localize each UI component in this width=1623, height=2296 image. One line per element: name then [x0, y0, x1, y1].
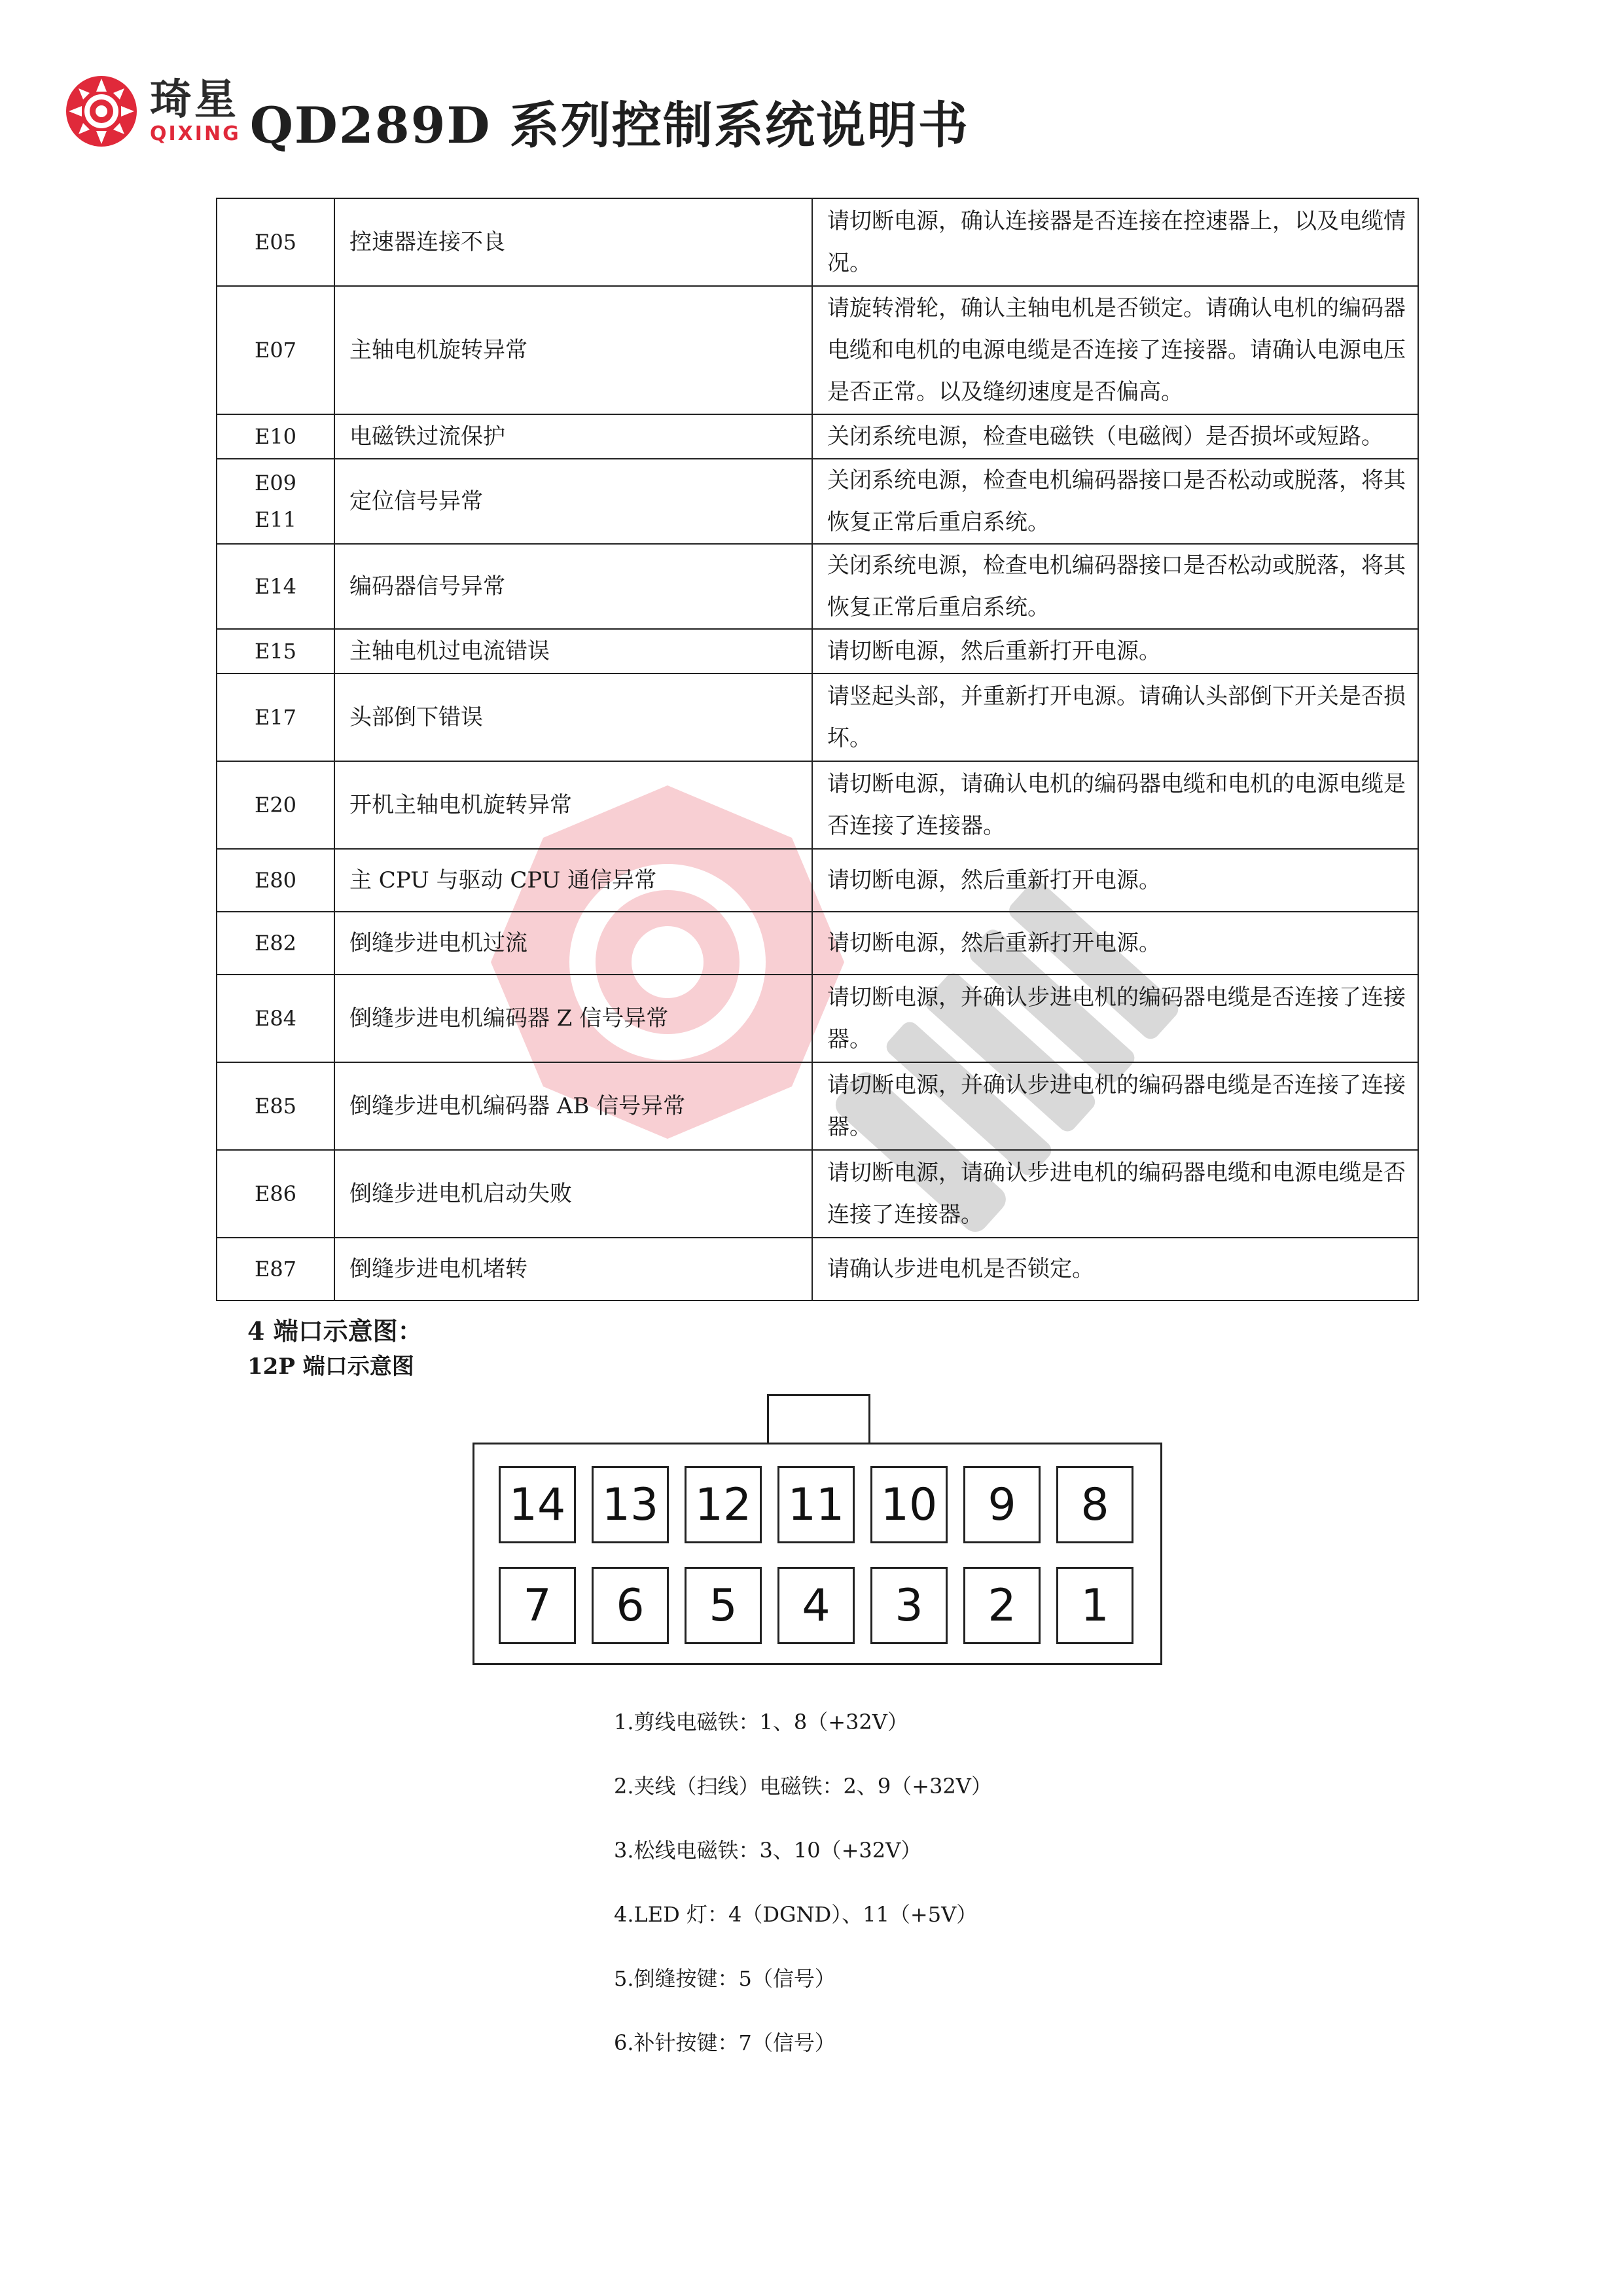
error-code: E82 [217, 912, 334, 975]
table-row [217, 849, 1418, 912]
error-name: 编码器信号异常 [334, 544, 812, 629]
legend-item: 4.LED 灯：4（DGND）、11（+5V） [614, 1902, 978, 1927]
error-name: 倒缝步进电机编码器 AB 信号异常 [334, 1062, 812, 1150]
error-name: 倒缝步进电机启动失败 [334, 1150, 812, 1238]
error-solution: 请切断电源，请确认步进电机的编码器电缆和电源电缆是否连接了连接器。 [812, 1150, 1418, 1238]
logo-chinese: 琦星 [150, 76, 239, 124]
table-row [217, 912, 1418, 975]
document-title: QD289D 系列控制系统说明书 [249, 96, 969, 154]
connector-pin: 9 [963, 1466, 1041, 1543]
table-row [217, 1238, 1418, 1300]
error-code: E80 [217, 849, 334, 912]
connector-pin: 12 [685, 1466, 762, 1543]
error-name: 主 CPU 与驱动 CPU 通信异常 [334, 849, 812, 912]
error-code: E15 [217, 629, 334, 673]
connector-pin: 6 [592, 1567, 669, 1644]
table-row [217, 286, 1418, 414]
table-row [217, 673, 1418, 761]
error-code: E09 E11 [217, 459, 334, 544]
connector-pin: 10 [870, 1466, 948, 1543]
error-code: E20 [217, 761, 334, 849]
error-name: 倒缝步进电机堵转 [334, 1238, 812, 1300]
section-subtitle: 12P 端口示意图 [247, 1354, 414, 1380]
table-row [217, 459, 1418, 544]
table-row [217, 629, 1418, 673]
error-code: E10 [217, 414, 334, 459]
error-name: 主轴电机旋转异常 [334, 286, 812, 414]
connector-pin: 3 [870, 1567, 948, 1644]
error-name: 开机主轴电机旋转异常 [334, 761, 812, 849]
table-row [217, 1062, 1418, 1150]
error-solution: 关闭系统电源，检查电磁铁（电磁阀）是否损坏或短路。 [812, 414, 1418, 459]
error-solution: 请确认步进电机是否锁定。 [812, 1238, 1418, 1300]
connector-pin: 8 [1056, 1466, 1133, 1543]
error-solution: 请切断电源，请确认电机的编码器电缆和电机的电源电缆是否连接了连接器。 [812, 761, 1418, 849]
error-solution: 关闭系统电源，检查电机编码器接口是否松动或脱落，将其恢复正常后重启系统。 [812, 459, 1418, 544]
error-code: E84 [217, 975, 334, 1062]
error-solution: 请旋转滑轮，确认主轴电机是否锁定。请确认电机的编码器电缆和电机的电源电缆是否连接了连接器。请确认电源电压是否正常。以及缝纫速度是否偏高。 [812, 286, 1418, 414]
pin-legend [614, 1690, 992, 2075]
error-code: E85 [217, 1062, 334, 1150]
table-row [217, 975, 1418, 1062]
legend-item: 3.松线电磁铁：3、10（+32V） [614, 1838, 922, 1863]
error-name: 头部倒下错误 [334, 673, 812, 761]
error-code: E17 [217, 673, 334, 761]
error-solution: 请切断电源，然后重新打开电源。 [812, 912, 1418, 975]
legend-item: 5.倒缝按键：5（信号） [614, 1966, 836, 1991]
error-code: E86 [217, 1150, 334, 1238]
table-row [217, 544, 1418, 629]
error-solution: 请切断电源，然后重新打开电源。 [812, 629, 1418, 673]
error-solution: 关闭系统电源，检查电机编码器接口是否松动或脱落，将其恢复正常后重启系统。 [812, 544, 1418, 629]
table-row [217, 198, 1418, 286]
legend-item: 2.夹线（扫线）电磁铁：2、9（+32V） [614, 1774, 992, 1799]
error-name: 控速器连接不良 [334, 198, 812, 286]
page-header [62, 69, 969, 154]
legend-item: 1.剪线电磁铁：1、8（+32V） [614, 1710, 908, 1734]
table-row [217, 761, 1418, 849]
connector-pin: 13 [592, 1466, 669, 1543]
error-name: 倒缝步进电机编码器 Z 信号异常 [334, 975, 812, 1062]
error-code: E14 [217, 544, 334, 629]
error-solution: 请切断电源，并确认步进电机的编码器电缆是否连接了连接器。 [812, 1062, 1418, 1150]
error-code: E87 [217, 1238, 334, 1300]
qixing-logo-icon [62, 72, 141, 151]
error-solution: 请切断电源，并确认步进电机的编码器电缆是否连接了连接器。 [812, 975, 1418, 1062]
connector-pin: 14 [499, 1466, 576, 1543]
connector-pin: 1 [1056, 1567, 1133, 1644]
error-solution: 请切断电源，然后重新打开电源。 [812, 849, 1418, 912]
error-code: E07 [217, 286, 334, 414]
error-name: 定位信号异常 [334, 459, 812, 544]
table-row [217, 1150, 1418, 1238]
error-code-table [216, 198, 1419, 1301]
connector-pin: 2 [963, 1567, 1041, 1644]
connector-pin: 7 [499, 1567, 576, 1644]
connector-pin: 5 [685, 1567, 762, 1644]
error-name: 倒缝步进电机过流 [334, 912, 812, 975]
table-row [217, 414, 1418, 459]
logo-english: QIXING [150, 122, 241, 145]
error-solution: 请切断电源，确认连接器是否连接在控速器上，以及电缆情况。 [812, 198, 1418, 286]
error-name: 电磁铁过流保护 [334, 414, 812, 459]
legend-item: 6.补针按键：7（信号） [614, 2030, 836, 2055]
section-title: 4 端口示意图： [247, 1316, 423, 1346]
error-code: E05 [217, 198, 334, 286]
connector-pin: 4 [777, 1567, 855, 1644]
error-solution: 请竖起头部，并重新打开电源。请确认头部倒下开关是否损坏。 [812, 673, 1418, 761]
error-name: 主轴电机过电流错误 [334, 629, 812, 673]
connector-pin: 11 [777, 1466, 855, 1543]
connector-latch [767, 1394, 870, 1446]
